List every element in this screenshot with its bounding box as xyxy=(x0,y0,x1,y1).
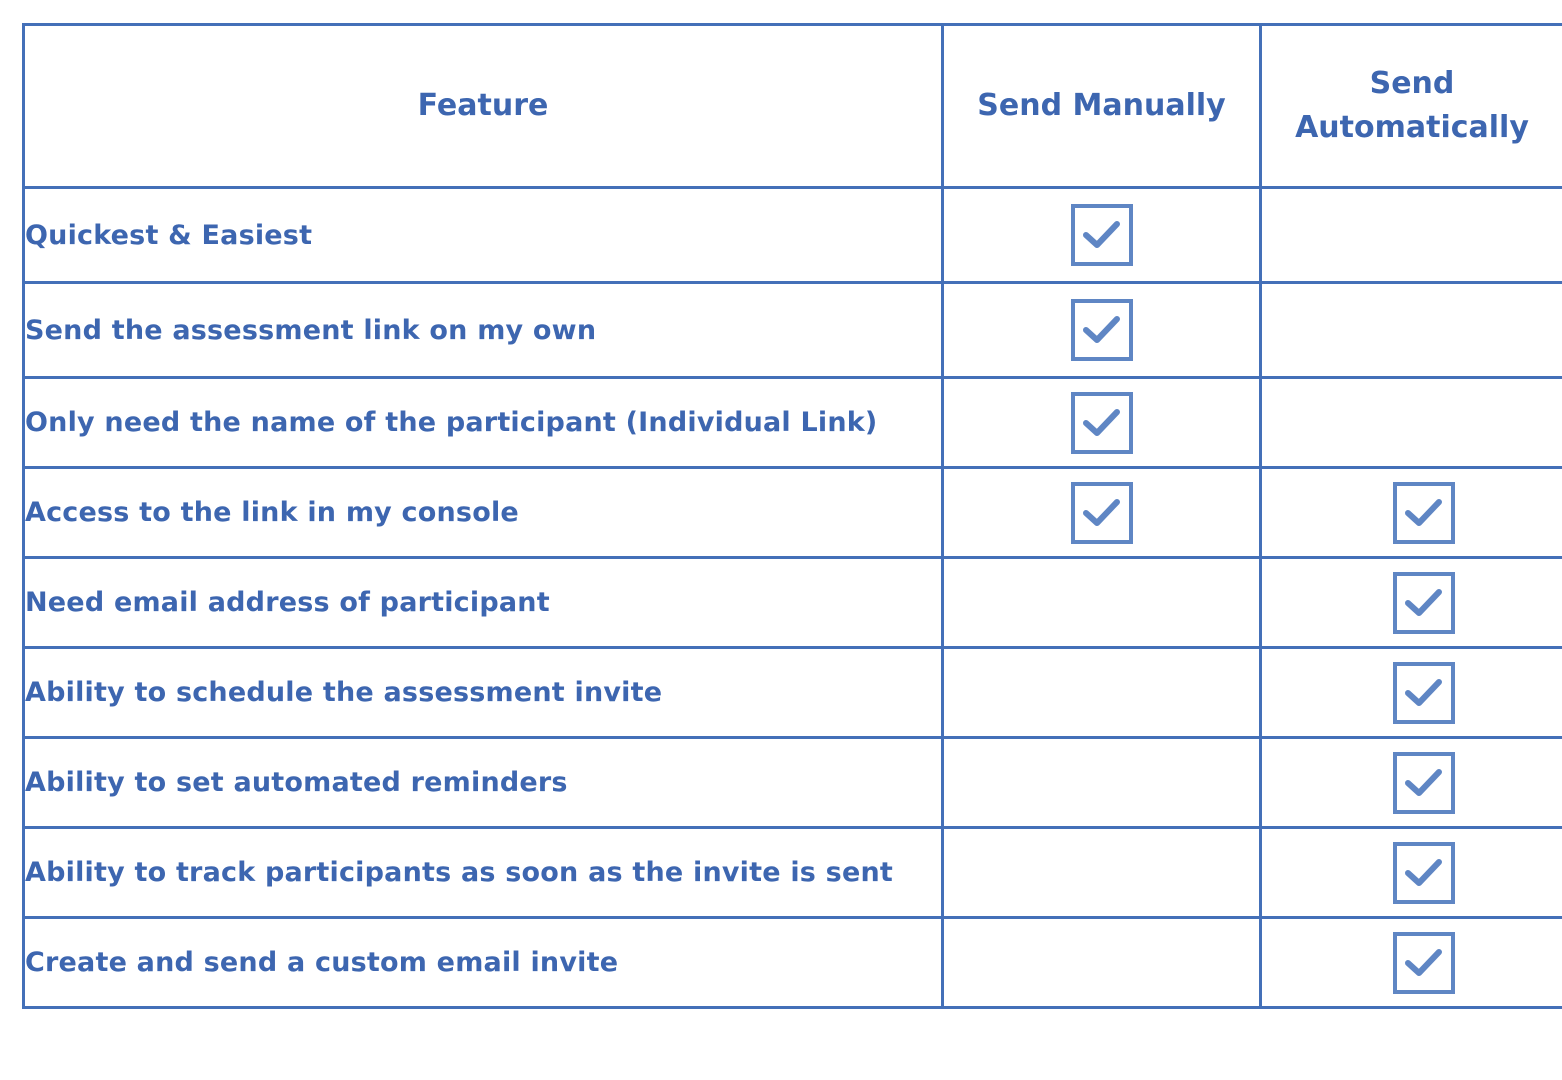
check-box-icon xyxy=(1071,482,1133,544)
header-send-automatically-line2: Automatically xyxy=(1295,110,1529,145)
check-box-icon xyxy=(1393,842,1455,904)
table-row xyxy=(24,738,1562,828)
check-box-icon xyxy=(1393,482,1455,544)
send-manually-cell xyxy=(943,828,1261,918)
header-row xyxy=(24,25,1562,188)
send-manually-cell xyxy=(943,648,1261,738)
send-automatically-cell xyxy=(1261,283,1562,378)
check-box-icon xyxy=(1393,572,1455,634)
feature-label: Need email address of participant xyxy=(24,558,943,648)
table-row xyxy=(24,283,1562,378)
check-box-icon xyxy=(1393,752,1455,814)
send-manually-cell xyxy=(943,188,1261,283)
header-send-automatically xyxy=(1261,25,1562,188)
header-send-manually-label: Send Manually xyxy=(977,88,1226,123)
send-automatically-cell xyxy=(1261,648,1562,738)
table-row xyxy=(24,918,1562,1008)
feature-label: Ability to schedule the assessment invite xyxy=(24,648,943,738)
header-feature-label: Feature xyxy=(417,88,549,123)
check-box-icon xyxy=(1393,932,1455,994)
feature-label: Access to the link in my console xyxy=(24,468,943,558)
send-manually-cell xyxy=(943,918,1261,1008)
table-row xyxy=(24,648,1562,738)
check-box-icon xyxy=(1071,299,1133,361)
feature-label: Ability to set automated reminders xyxy=(24,738,943,828)
table-body xyxy=(24,188,1562,1008)
table-row xyxy=(24,378,1562,468)
check-box-icon xyxy=(1071,392,1133,454)
comparison-table xyxy=(22,23,1562,1009)
feature-label: Send the assessment link on my own xyxy=(24,283,943,378)
table-row xyxy=(24,468,1562,558)
feature-label: Create and send a custom email invite xyxy=(24,918,943,1008)
check-box-icon xyxy=(1071,204,1133,266)
send-manually-cell xyxy=(943,738,1261,828)
send-automatically-cell xyxy=(1261,738,1562,828)
send-manually-cell xyxy=(943,468,1261,558)
feature-label: Quickest & Easiest xyxy=(24,188,943,283)
header-feature xyxy=(24,25,943,188)
send-automatically-cell xyxy=(1261,188,1562,283)
send-automatically-cell xyxy=(1261,378,1562,468)
feature-label: Only need the name of the participant (Individual Link) xyxy=(24,378,943,468)
table-row xyxy=(24,558,1562,648)
send-automatically-cell xyxy=(1261,918,1562,1008)
send-manually-cell xyxy=(943,558,1261,648)
feature-label: Ability to track participants as soon as the invite is sent xyxy=(24,828,943,918)
header-send-automatically-line1: Send xyxy=(1369,66,1455,101)
send-manually-cell xyxy=(943,283,1261,378)
send-automatically-cell xyxy=(1261,558,1562,648)
send-manually-cell xyxy=(943,378,1261,468)
header-send-manually xyxy=(943,25,1261,188)
table-row xyxy=(24,188,1562,283)
table-row xyxy=(24,828,1562,918)
check-box-icon xyxy=(1393,662,1455,724)
send-automatically-cell xyxy=(1261,828,1562,918)
send-automatically-cell xyxy=(1261,468,1562,558)
